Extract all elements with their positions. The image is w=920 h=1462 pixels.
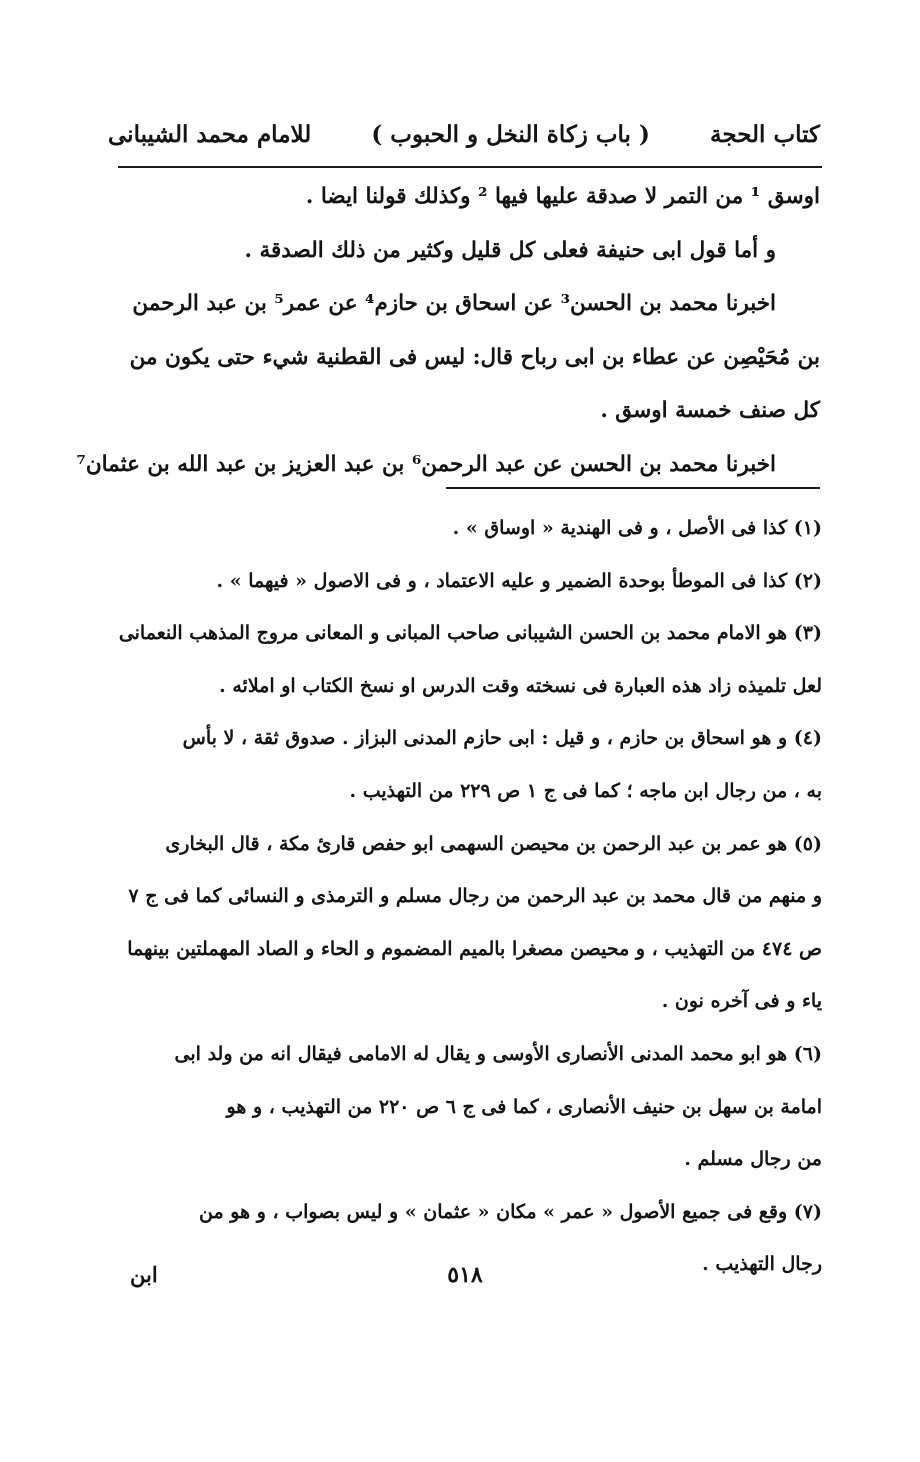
header-chapter-title: ( باب زكاة النخل و الحبوب )	[371, 120, 650, 148]
footnote-line: (٥) هو عمر بن عبد الرحمن بن محيصن السهمى ابو حفص قارئ مكة ، قال البخارى	[165, 832, 822, 855]
footnote-line: من رجال مسلم .	[684, 1148, 822, 1171]
footnote-line: رجال التهذيب .	[702, 1253, 822, 1276]
main-text-line: كل صنف خمسة اوسق .	[600, 398, 820, 424]
main-text-line: اخبرنا محمد بن الحسن³ عن اسحاق بن حازم⁴ عن عمر⁵ بن عبد الرحمن	[132, 291, 776, 317]
page-number: ٥١٨	[447, 1262, 483, 1288]
footnote-line: (٤) و هو اسحاق بن حازم ، و قيل : ابى حازم المدنى البزاز . صدوق ثقة ، لا بأس	[182, 727, 822, 750]
footnotes	[108, 502, 822, 1291]
footnote-line: امامة بن سهل بن حنيف الأنصارى ، كما فى ج ٦ ص ٢٢٠ من التهذيب ، و هو	[226, 1095, 822, 1118]
header-author: للامام محمد الشيبانى	[108, 120, 312, 148]
footnote-line: (٢) كذا فى الموطأ بوحدة الضمير و عليه الاعتماد ، و فى الاصول « فيهما » .	[216, 569, 822, 592]
main-text-line: اخبرنا محمد بن الحسن عن عبد الرحمن⁶ بن عبد العزيز بن عبد الله بن عثمان⁷	[76, 451, 776, 477]
main-text-line: اوسق ¹ من التمر لا صدقة عليها فيها ² وكذلك قولنا ايضا .	[305, 184, 820, 209]
footnote-rule	[446, 487, 820, 489]
footnote-line: ياء و فى آخره نون .	[661, 990, 822, 1013]
footnote-line: به ، من رجال ابن ماجه ؛ كما فى ج ١ ص ٢٢٩ من التهذيب .	[349, 779, 822, 802]
main-text-line: و أما قول ابى حنيفة فعلى كل قليل وكثير من ذلك الصدقة .	[244, 237, 776, 263]
footnote-line: (٧) وقع فى جميع الأصول « عمر » مكان « عثمان » و ليس بصواب ، و هو من	[199, 1200, 822, 1223]
footnote-line: (٣) هو الامام محمد بن الحسن الشيبانى صاحب المبانى و المعانى مروج المذهب النعمانى	[118, 622, 822, 645]
catchword: ابن	[130, 1262, 158, 1287]
footnote-line: (١) كذا فى الأصل ، و فى الهندية « اوساق » .	[452, 517, 822, 539]
main-text	[76, 170, 820, 492]
footnote-line: و منهم من قال محمد بن عبد الرحمن من رجال مسلم و الترمذى و النسائى كما فى ج ٧	[128, 885, 822, 908]
running-header	[108, 114, 820, 154]
main-text-line: بن مُحَيْصِن عن عطاء بن ابى رباح قال: ليس فى القطنية شيء حتى يكون من	[129, 344, 820, 370]
footnote-line: (٦) هو ابو محمد المدنى الأنصارى الأوسى و يقال له الامامى فيقال انه من ولد ابى	[174, 1042, 822, 1065]
header-rule	[118, 166, 822, 168]
header-book-title: كتاب الحجة	[710, 120, 820, 148]
footnote-line: لعل تلميذه زاد هذه العبارة فى نسخته وقت الدرس او نسخ الكتاب او املائه .	[219, 674, 822, 697]
footnote-line: ص ٤٧٤ من التهذيب ، و محيصن مصغرا بالميم المضموم و الحاء و الصاد المهملتين بينهما	[127, 937, 822, 960]
